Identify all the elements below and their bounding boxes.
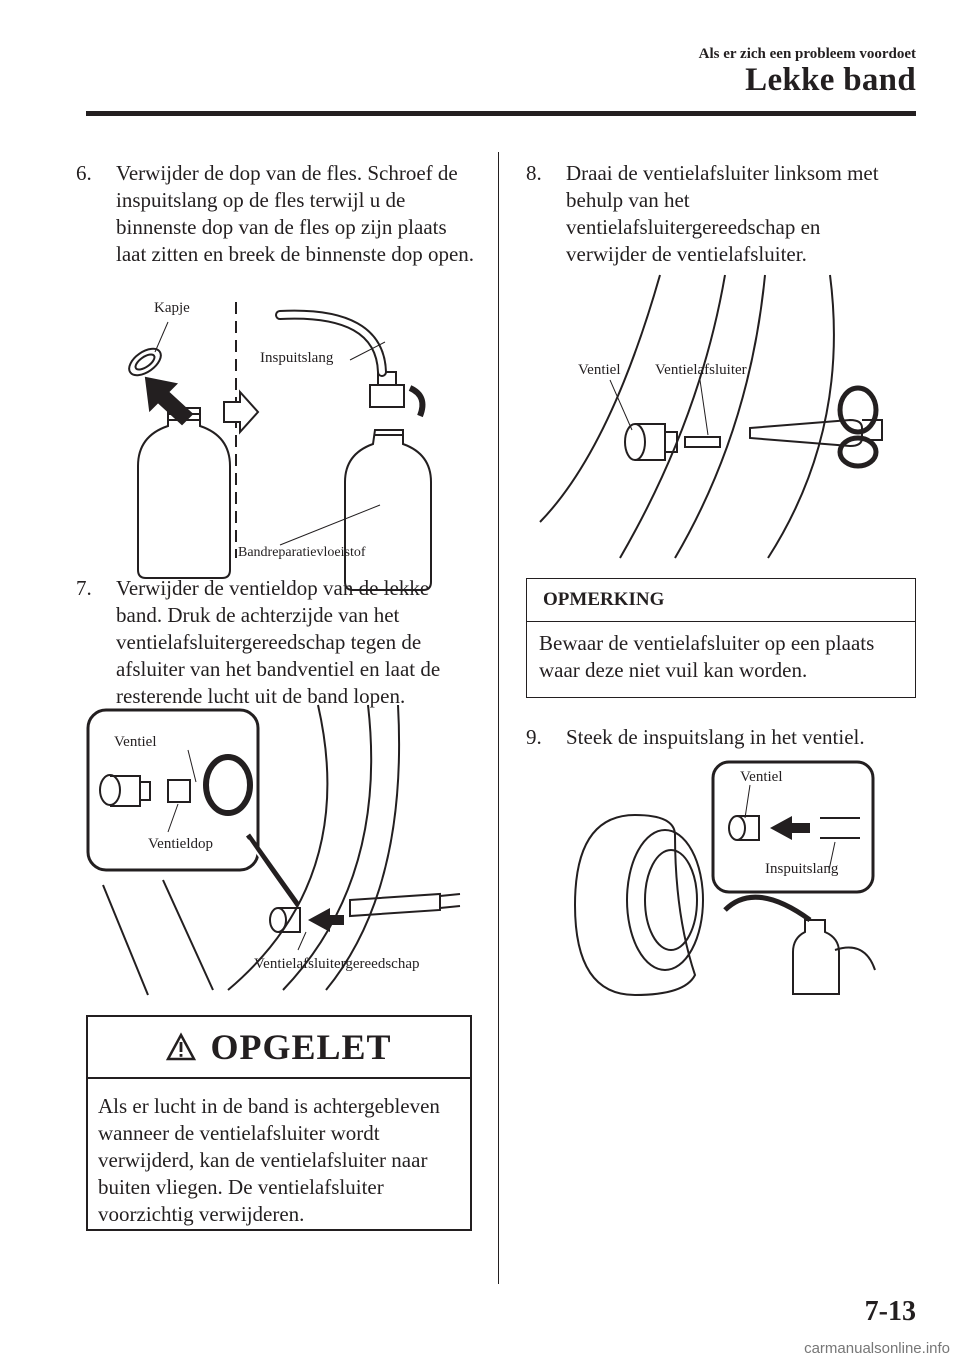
caution-title: OPGELET [210,1027,392,1067]
header-rule [86,111,916,116]
page-number: 7-13 [864,1296,916,1327]
footer-watermark[interactable]: carmanualsonline.info [804,1340,950,1357]
left-bottle [138,408,230,578]
process-arrow [224,392,258,432]
label-ventiel: Ventiel [578,362,621,378]
step-9 [526,724,906,751]
warning-triangle-icon [166,1033,196,1061]
label-ventieldop: Ventieldop [148,836,213,852]
figure-hose-insert [565,760,885,1000]
label-ventiel: Ventiel [740,769,783,785]
label-ventielafsluitergereedschap: Ventielafsluitergereedschap [254,956,420,972]
label-kapje: Kapje [154,300,190,316]
label-ventielafsluiter: Ventielafsluiter [655,362,747,378]
label-inspuitslang: Inspuitslang [260,350,334,366]
label-ventiel: Ventiel [114,734,157,750]
step-number: 7. [76,576,92,600]
note-box [526,578,916,698]
caution-box [86,1015,472,1231]
figure-bottle-hose [110,290,440,565]
step-text: Draai de ventielafsluiter linksom met behulp van het ventielafsluitergereedschap en verwijder de ventielafsluiter. [566,161,879,266]
column-divider [498,152,499,1284]
step-7 [76,575,476,710]
push-arrow [770,816,810,840]
page-title: Lekke band [745,62,916,98]
step-text: Steek de inspuitslang in het ventiel. [566,725,865,749]
note-title: OPMERKING [527,579,915,622]
caution-header [88,1017,470,1079]
step-8 [526,160,906,268]
step-6 [76,160,476,268]
wheel [575,815,695,995]
step-number: 9. [526,725,542,749]
label-inspuitslang: Inspuitslang [765,861,839,877]
hose-line [725,897,810,920]
caution-body: Als er lucht in de band is achtergebleven wanneer de ventielafsluiter wordt verwijderd, kan de ventielafsluiter naar buiten vliegen. De ventielafsluiter voorzichtig verwijderen. [98,1094,440,1226]
label-bandreparatievloeistof: Bandreparatievloeistof [238,545,366,560]
figure-valve-core [540,270,910,560]
tire-lines [540,275,834,558]
right-bottle [345,430,431,590]
cap-ring [125,343,166,380]
chapter-heading: Als er zich een probleem voordoet [698,46,916,62]
step-text: Verwijder de dop van de fles. Schroef de inspuitslang op de fles terwijl u de binnenste dop van de fles op zijn plaats laat zitten en breek de binnenste dop open. [116,161,475,266]
note-body: Bewaar de ventielafsluiter op een plaats waar deze niet vuil kan worden. [539,631,875,682]
step-number: 8. [526,161,542,185]
step-text: Verwijder de ventieldop van de lekke band. Druk de achterzijde van het ventielafsluitergereedschap tegen de afsluiter van het bandventiel en laat de resterende lucht uit de band lopen. [116,576,441,708]
step-number: 6. [76,161,92,185]
